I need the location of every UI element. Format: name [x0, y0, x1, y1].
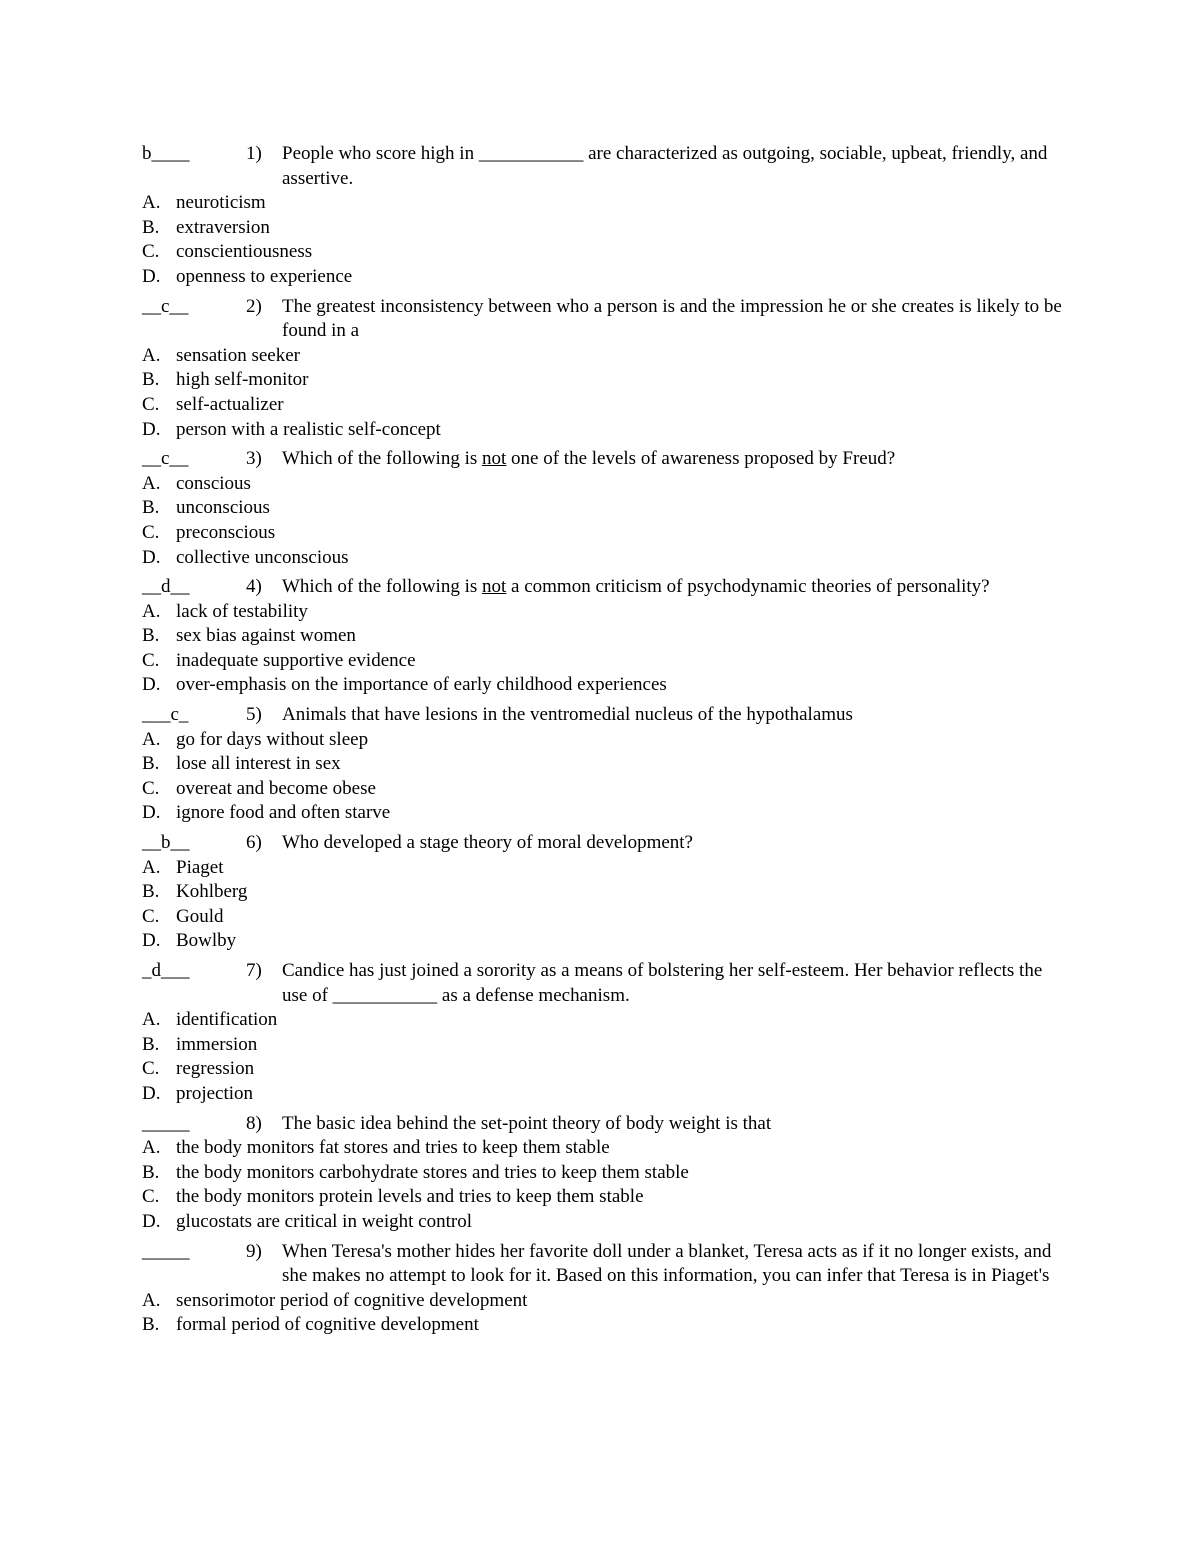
- option-a: A. go for days without sleep: [142, 728, 369, 750]
- option-list: [142, 1008, 1062, 1106]
- option-list: [142, 856, 1062, 954]
- option-b: B. formal period of cognitive development: [142, 1314, 479, 1336]
- option-a: A. neuroticism: [142, 192, 266, 214]
- quiz-content: [142, 142, 1062, 1338]
- question-5: [142, 703, 1062, 826]
- question-number: 8): [246, 1112, 262, 1134]
- emphasis-not: not: [482, 448, 507, 470]
- option-d: D. Bowlby: [142, 930, 237, 952]
- option-c: C. self-actualizer: [142, 393, 284, 415]
- question-text: Animals that have lesions in the ventromedial nucleus of the hypothalamus: [282, 704, 853, 726]
- option-a: A. lack of testability: [142, 600, 308, 622]
- question-3: [142, 447, 1062, 570]
- answer-blank: b____: [142, 143, 190, 164]
- option-c: C. conscientiousness: [142, 241, 313, 263]
- answer-blank: _d___: [142, 960, 190, 981]
- question-text: People who score high in ___________ are characterized as outgoing, sociable, upbeat, friendly, and assertive.: [282, 143, 1048, 189]
- answer-blank: __c__: [142, 295, 189, 317]
- option-b: B. immersion: [142, 1033, 258, 1055]
- option-list: [142, 472, 1062, 570]
- option-b: B. unconscious: [142, 497, 270, 519]
- answer-blank: _____: [142, 1112, 190, 1134]
- option-list: [142, 1289, 1062, 1338]
- option-list: [142, 191, 1062, 289]
- question-number: 7): [246, 960, 262, 981]
- answer-blank: __c__: [142, 448, 189, 470]
- emphasis-not: not: [482, 576, 507, 598]
- option-a: A. the body monitors fat stores and tries to keep them stable: [142, 1137, 610, 1159]
- option-d: D. projection: [142, 1082, 254, 1104]
- option-a: A. sensation seeker: [142, 344, 300, 366]
- question-1: [142, 142, 1062, 290]
- option-list: [142, 600, 1062, 698]
- answer-blank: ___c_: [142, 704, 189, 726]
- answer-blank: __b__: [142, 832, 190, 854]
- option-c: C. the body monitors protein levels and tries to keep them stable: [142, 1186, 644, 1208]
- fill-in-blank: ___________: [478, 143, 584, 164]
- option-a: A. conscious: [142, 472, 251, 494]
- question-4: [142, 575, 1062, 698]
- option-b: B. the body monitors carbohydrate stores and tries to keep them stable: [142, 1161, 689, 1183]
- option-list: [142, 1136, 1062, 1234]
- option-b: B. extraversion: [142, 216, 270, 238]
- option-d: D. collective unconscious: [142, 546, 349, 568]
- question-text: Which of the following is not one of the levels of awareness proposed by Freud?: [282, 448, 896, 470]
- option-d: D. glucostats are critical in weight control: [142, 1210, 472, 1232]
- question-text: Which of the following is not a common criticism of psychodynamic theories of personality?: [282, 576, 990, 598]
- option-b: B. lose all interest in sex: [142, 753, 341, 775]
- question-text: When Teresa's mother hides her favorite doll under a blanket, Teresa acts as if it no longer exists, and she makes no attempt to look for it. Based on this information, you can infer that Teresa is in Piaget's: [282, 1240, 1052, 1287]
- question-6: [142, 831, 1062, 954]
- option-b: B. sex bias against women: [142, 625, 356, 647]
- option-c: C. preconscious: [142, 521, 276, 543]
- option-d: D. over-emphasis on the importance of early childhood experiences: [142, 674, 667, 696]
- option-list: [142, 728, 1062, 826]
- question-number: 9): [246, 1240, 262, 1262]
- question-2: [142, 295, 1062, 443]
- option-a: A. Piaget: [142, 856, 224, 878]
- option-b: B. Kohlberg: [142, 881, 248, 903]
- option-a: A. identification: [142, 1009, 278, 1031]
- option-c: C. overeat and become obese: [142, 777, 376, 799]
- option-d: D. ignore food and often starve: [142, 802, 391, 824]
- question-text: Candice has just joined a sorority as a means of bolstering her self-esteem. Her behavior reflects the use of ___________ as a defense mechanism.: [282, 960, 1043, 1006]
- question-8: [142, 1112, 1062, 1235]
- question-text: The basic idea behind the set-point theory of body weight is that: [282, 1112, 772, 1134]
- answer-blank: __d__: [142, 576, 190, 598]
- option-b: B. high self-monitor: [142, 369, 309, 391]
- option-d: D. openness to experience: [142, 265, 353, 287]
- question-7: [142, 959, 1062, 1107]
- question-number: 2): [246, 295, 262, 317]
- question-number: 4): [246, 576, 262, 598]
- question-number: 3): [246, 448, 262, 470]
- question-text: Who developed a stage theory of moral development?: [282, 832, 693, 854]
- option-c: C. Gould: [142, 905, 224, 927]
- question-text: The greatest inconsistency between who a person is and the impression he or she creates is likely to be found in a: [282, 295, 1062, 342]
- question-number: 6): [246, 832, 262, 854]
- answer-blank: _____: [142, 1240, 190, 1262]
- option-c: C. inadequate supportive evidence: [142, 649, 416, 671]
- question-number: 5): [246, 704, 262, 726]
- option-a: A. sensorimotor period of cognitive development: [142, 1289, 528, 1311]
- fill-in-blank: ___________: [332, 984, 438, 1006]
- option-c: C. regression: [142, 1058, 255, 1080]
- question-9: [142, 1240, 1062, 1338]
- question-number: 1): [246, 143, 262, 164]
- option-d: D. person with a realistic self-concept: [142, 418, 441, 440]
- option-list: [142, 344, 1062, 442]
